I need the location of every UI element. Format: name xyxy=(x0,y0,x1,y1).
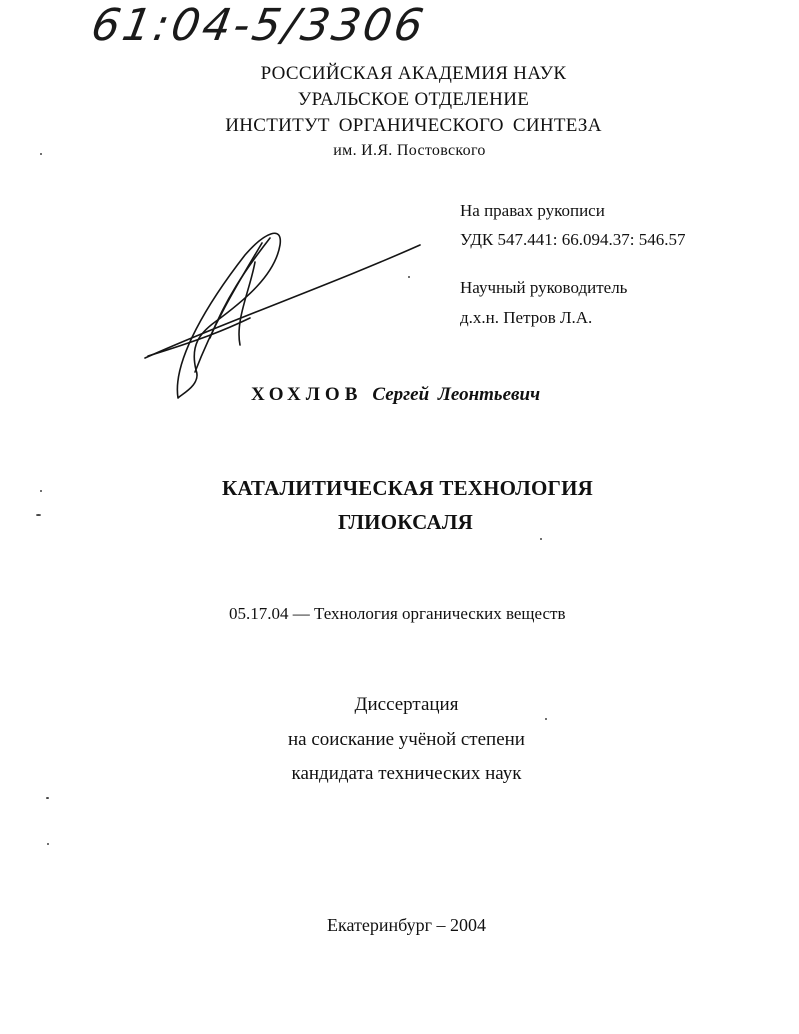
thesis-title-line2: ГЛИОКСАЛЯ xyxy=(337,510,474,534)
academy-name: РОССИЙСКАЯ АКАДЕМИЯ НАУК xyxy=(260,63,567,84)
author-name: Сергей Леонтьевич xyxy=(372,384,541,405)
scan-speck xyxy=(46,797,49,799)
institute-named-after: им. И.Я. Постовского xyxy=(333,142,486,159)
handwritten-archive-number: 61:04-5/3306 xyxy=(87,0,430,51)
scan-speck xyxy=(36,514,41,516)
scan-speck xyxy=(40,490,42,492)
scan-speck xyxy=(47,843,49,845)
advisor-name: д.х.н. Петров Л.А. xyxy=(460,308,593,327)
dissertation-label: Диссертация xyxy=(354,694,459,715)
scan-speck xyxy=(540,538,542,540)
udc-code: УДК 547.441: 66.094.37: 546.57 xyxy=(460,230,686,249)
thesis-title-line1: КАТАЛИТИЧЕСКАЯ ТЕХНОЛОГИЯ xyxy=(221,476,594,500)
author xyxy=(251,384,540,406)
specialty: 05.17.04 — Технология органических веществ xyxy=(229,604,566,623)
advisor-label: Научный руководитель xyxy=(460,278,628,297)
institute-name: ИНСТИТУТ ОРГАНИЧЕСКОГО СИНТЕЗА xyxy=(225,115,602,136)
city-year: Екатеринбург – 2004 xyxy=(327,915,486,935)
author-surname: ХОХЛОВ xyxy=(251,384,363,405)
scan-speck xyxy=(545,718,547,720)
branch-name: УРАЛЬСКОЕ ОТДЕЛЕНИЕ xyxy=(297,89,530,110)
scan-speck xyxy=(408,276,410,278)
dissertation-degree-type: кандидата технических наук xyxy=(291,763,522,784)
manuscript-rights: На правах рукописи xyxy=(460,201,605,220)
scan-speck xyxy=(40,153,42,155)
dissertation-degree-line: на соискание учёной степени xyxy=(288,729,525,750)
